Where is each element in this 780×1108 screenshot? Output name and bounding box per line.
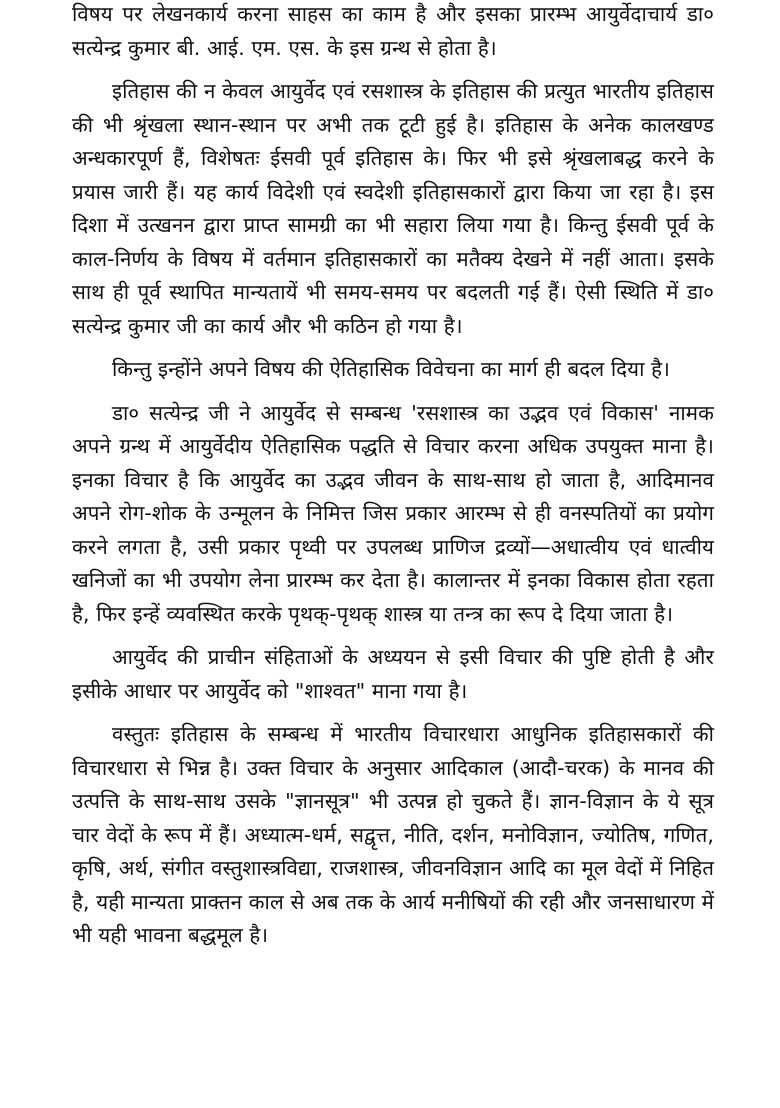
- paragraph-indian-thought: वस्तुतः इतिहास के सम्बन्ध में भारतीय विचारधारा आधुनिक इतिहासकारों की विचारधारा से भिन्न है। उक्त विचार के अनुसार आदिकाल (आदौ-चरक) के मानव की उत्पत्ति के साथ-साथ उसके "ज्ञानसूत्र" भी उत्पन्न हो चुकते हैं। ज्ञान-विज्ञान के ये सूत्र चार वेदों के रूप में हैं। अध्यात्म-धर्म, सद्वृत्त, नीति, दर्शन, मनोविज्ञान, ज्योतिष, गणित, कृषि, अर्थ, संगीत वस्तुशास्त्रविद्या, राजशास्त्र, जीवनविज्ञान आदि का मूल वेदों में निहित है, यही मान्यता प्राक्तन काल से अब तक के आर्य मनीषियों की रही और जनसाधारण में भी यही भावना बद्धमूल है।: [72, 722, 714, 947]
- paragraph-footnoted: किन्तु इन्होंने अपने विषय की ऐतिहासिक विवेचना का मार्ग ही बदल दिया है।: [112, 357, 670, 381]
- paragraph-author-view: डा० सत्येन्द्र जी ने आयुर्वेद से सम्बन्ध 'रसशास्त्र का उद्भव एवं विकास' नामक अपने ग्रन्थ में आयुर्वेदीय ऐतिहासिक पद्धति से विचार करना अधिक उपयुक्त माना है। इनका विचार है कि आयुर्वेद का उद्भव जीवन के साथ-साथ हो जाता है, आदिमानव अपने रोग-शोक के उन्मूलन के निमित्त जिस प्रकार आरम्भ से ही वनस्पतियों का प्रयोग करने लगता है, उसी प्रकार पृथ्वी पर उपलब्ध प्राणिज द्रव्यों—अधात्वीय एवं धात्वीय खनिजों का भी उपयोग लेना प्रारम्भ कर देता है। कालान्तर में इनका विकास होता रहता है, फिर इन्हें व्यवस्थित करके पृथक्-पृथक् शास्त्र या तन्त्र का रूप दे दिया जाता है।: [72, 400, 714, 626]
- paragraph-intro-continuation: विषय पर लेखनकार्य करना साहस का काम है और इसका प्रारम्भ आयुर्वेदाचार्य डा० सत्येन्द्र कुमार बी. आई. एम. एस. के इस ग्रन्थ से होता है।: [72, 2, 714, 60]
- paragraph-history: इतिहास की न केवल आयुर्वेद एवं रसशास्त्र के इतिहास की प्रत्युत भारतीय इतिहास की भी श्रृंखला स्थान-स्थान पर अभी तक टूटी हुई है। इतिहास के अनेक कालखण्ड अन्धकारपूर्ण हैं, विशेषतः ईसवी पूर्व इतिहास के। फिर भी इसे श्रृंखलाबद्ध करने के प्रयास जारी हैं। यह कार्य विदेशी एवं स्वदेशी इतिहासकारों द्वारा किया जा रहा है। इस दिशा में उत्खनन द्वारा प्राप्त सामग्री का भी सहारा लिया गया है। किन्तु ईसवी पूर्व के काल-निर्णय के विषय में वर्तमान इतिहासकारों का मतैक्य देखने में नहीं आता। इसके साथ ही पूर्व स्थापित मान्यतायें भी समय-समय पर बदलती गई हैं। ऐसी स्थिति में डा० सत्येन्द्र कुमार जी का कार्य और भी कठिन हो गया है।: [72, 79, 714, 338]
- paragraph-samhita: आयुर्वेद की प्राचीन संहिताओं के अध्ययन से इसी विचार की पुष्टि होती है और इसीके आधार पर आयुर्वेद को "शाश्वत" माना गया है।: [72, 645, 714, 703]
